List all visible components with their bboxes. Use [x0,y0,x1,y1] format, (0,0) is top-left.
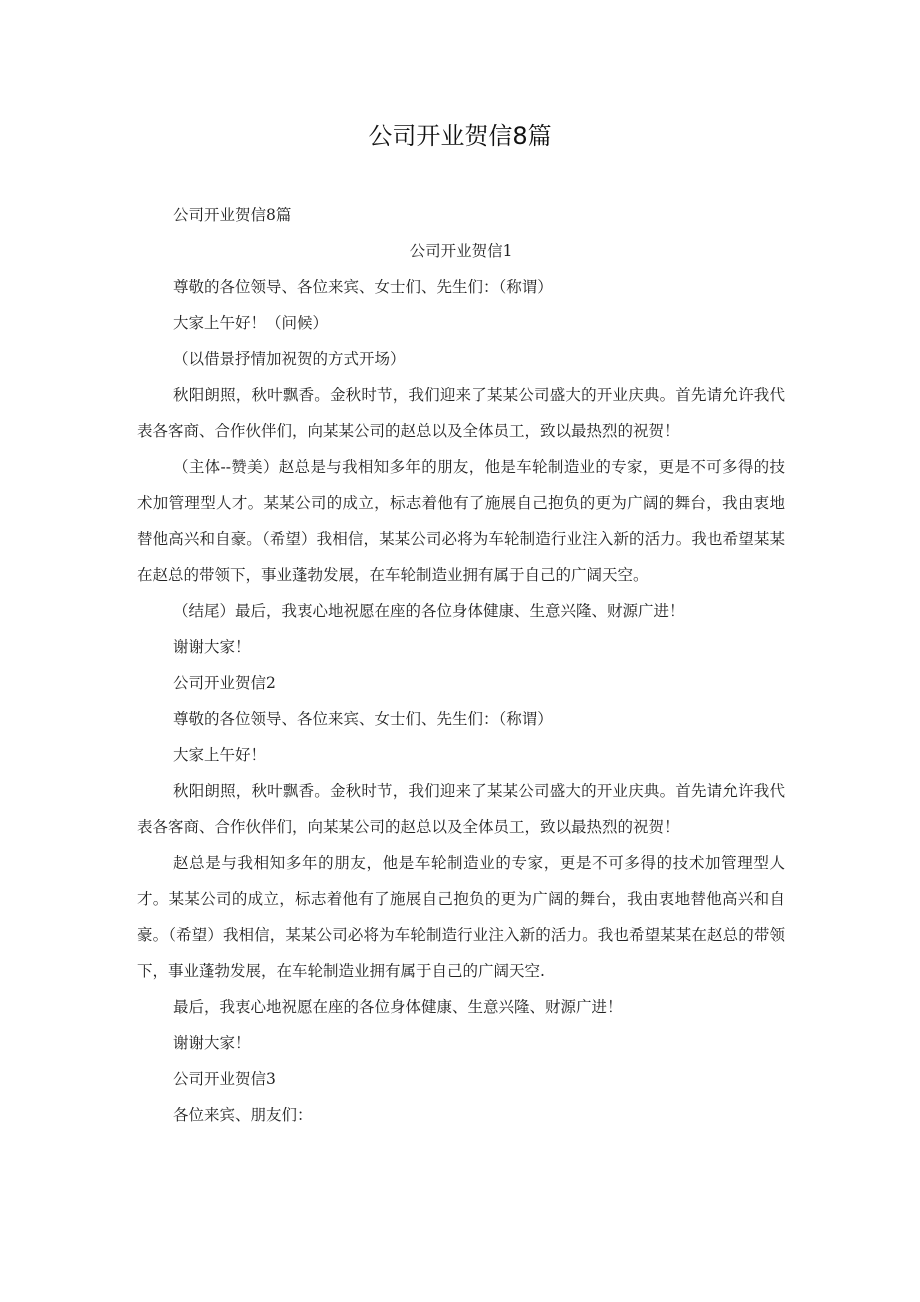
paragraph: 公司开业贺信2 [173,674,276,692]
paragraph: 谢谢大家！ [173,638,251,656]
paragraph: 公司开业贺信8篇 [173,206,292,224]
paragraph: 大家上午好！ [173,746,267,764]
paragraph: 最后，我衷心地祝愿在座的各位身体健康、生意兴隆、财源广进！ [173,998,623,1016]
paragraph: 秋阳朗照，秋叶飘香。金秋时节，我们迎来了某某公司盛大的开业庆典。首先请允许我代表各客商、合作伙伴们，向某某公司的赵总以及全体员工，致以最热烈的祝贺！ [137,782,785,836]
document-title: 公司开业贺信8篇 [368,122,552,150]
paragraph: 大家上午好！（问候） [173,314,329,332]
paragraph: 尊敬的各位领导、各位来宾、女士们、先生们：（称谓） [173,710,553,728]
paragraph: （结尾）最后，我衷心地祝愿在座的各位身体健康、生意兴隆、财源广进！ [173,602,685,620]
document-body [137,197,785,1133]
paragraph: 各位来宾、朋友们： [173,1106,313,1124]
paragraph: 尊敬的各位领导、各位来宾、女士们、先生们：（称谓） [173,278,553,296]
paragraph: （主体--赞美）赵总是与我相知多年的朋友，他是车轮制造业的专家，更是不可多得的技术加管理型人才。某某公司的成立，标志着他有了施展自己抱负的更为广阔的舞台，我由衷地替他高兴和自豪。（希望）我相信，某某公司必将为车轮制造行业注入新的活力。我也希望某某在赵总的带领下，事业蓬勃发展，在车轮制造业拥有属于自己的广阔天空。 [137,458,785,584]
paragraph: 秋阳朗照，秋叶飘香。金秋时节，我们迎来了某某公司盛大的开业庆典。首先请允许我代表各客商、合作伙伴们，向某某公司的赵总以及全体员工，致以最热烈的祝贺！ [137,386,785,440]
paragraph: （以借景抒情加祝贺的方式开场） [173,350,406,368]
paragraph: 公司开业贺信3 [173,1070,276,1088]
paragraph: 公司开业贺信1 [409,242,513,260]
paragraph: 赵总是与我相知多年的朋友，他是车轮制造业的专家，更是不可多得的技术加管理型人才。某某公司的成立，标志着他有了施展自己抱负的更为广阔的舞台，我由衷地替他高兴和自豪。（希望）我相信，某某公司必将为车轮制造行业注入新的活力。我也希望某某在赵总的带领下，事业蓬勃发展，在车轮制造业拥有属于自己的广阔天空. [137,854,785,980]
paragraph: 谢谢大家！ [173,1034,251,1052]
